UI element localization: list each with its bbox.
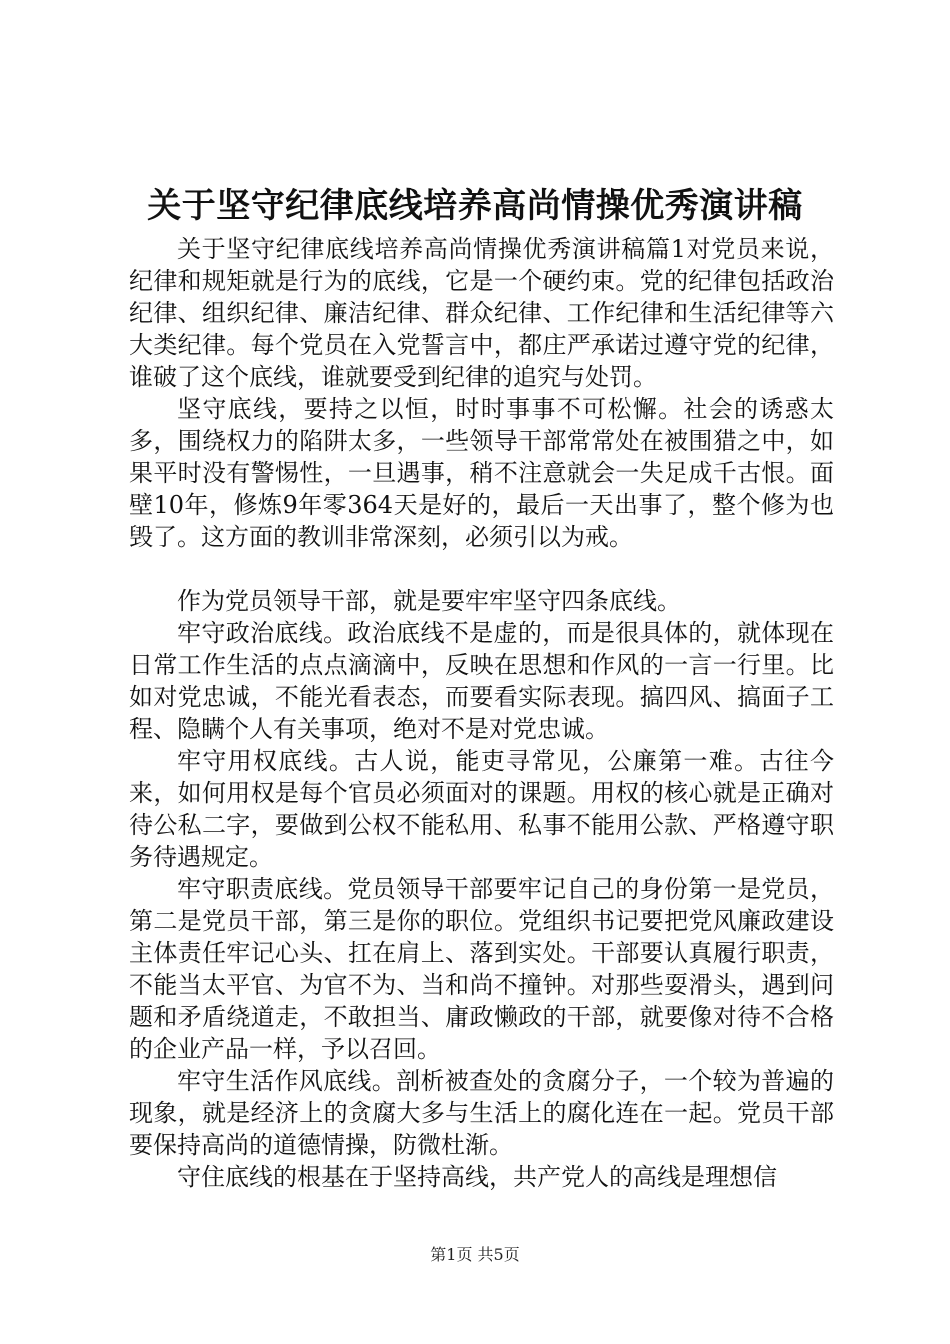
paragraph: 坚守底线，要持之以恒，时时事事不可松懈。社会的诱惑太多，围绕权力的陷阱太多，一些领导干部常常处在被围猎之中，如果平时没有警惕性，一旦遇事，稍不注意就会一失足成千古恨。面壁10年，修炼9年零364天是好的，最后一天出事了，整个修为也毁了。这方面的教训非常深刻，必须引以为戒。 [129, 395, 834, 551]
paragraph: 牢守用权底线。古人说，能吏寻常见，公廉第一难。古往今来，如何用权是每个官员必须面对的课题。用权的核心就是正确对待公私二字，要做到公权不能私用、私事不能用公款、严格遵守职务待遇规定。 [129, 747, 834, 871]
document-title: 关于坚守纪律底线培养高尚情操优秀演讲稿 [147, 186, 803, 226]
paragraph: 牢守职责底线。党员领导干部要牢记自己的身份第一是党员，第二是党员干部，第三是你的职位。党组织书记要把党风廉政建设主体责任牢记心头、扛在肩上、落到实处。干部要认真履行职责，不能当太平官、为官不为、当和尚不撞钟。对那些耍滑头，遇到问题和矛盾绕道走，不敢担当、庸政懒政的干部，就要像对待不合格的企业产品一样，予以召回。 [129, 875, 834, 1063]
paragraph: 牢守政治底线。政治底线不是虚的，而是很具体的，就体现在日常工作生活的点点滴滴中，反映在思想和作风的一言一行里。比如对党忠诚，不能光看表态，而要看实际表现。搞四风、搞面子工程、隐瞒个人有关事项，绝对不是对党忠诚。 [129, 619, 834, 743]
paragraph: 作为党员领导干部，就是要牢牢坚守四条底线。 [177, 587, 681, 615]
paragraph: 牢守生活作风底线。剖析被查处的贪腐分子，一个较为普遍的现象，就是经济上的贪腐大多与生活上的腐化连在一起。党员干部要保持高尚的道德情操，防微杜渐。 [129, 1067, 834, 1159]
page-number-footer: 第1页 共5页 [430, 1245, 520, 1264]
document-body [129, 233, 834, 1193]
paragraph: 关于坚守纪律底线培养高尚情操优秀演讲稿篇1对党员来说，纪律和规矩就是行为的底线，它是一个硬约束。党的纪律包括政治纪律、组织纪律、廉洁纪律、群众纪律、工作纪律和生活纪律等六大类纪律。每个党员在入党誓言中，都庄严承诺过遵守党的纪律，谁破了这个底线，谁就要受到纪律的追究与处罚。 [129, 235, 834, 391]
paragraph: 守住底线的根基在于坚持高线，共产党人的高线是理想信 [177, 1163, 777, 1191]
